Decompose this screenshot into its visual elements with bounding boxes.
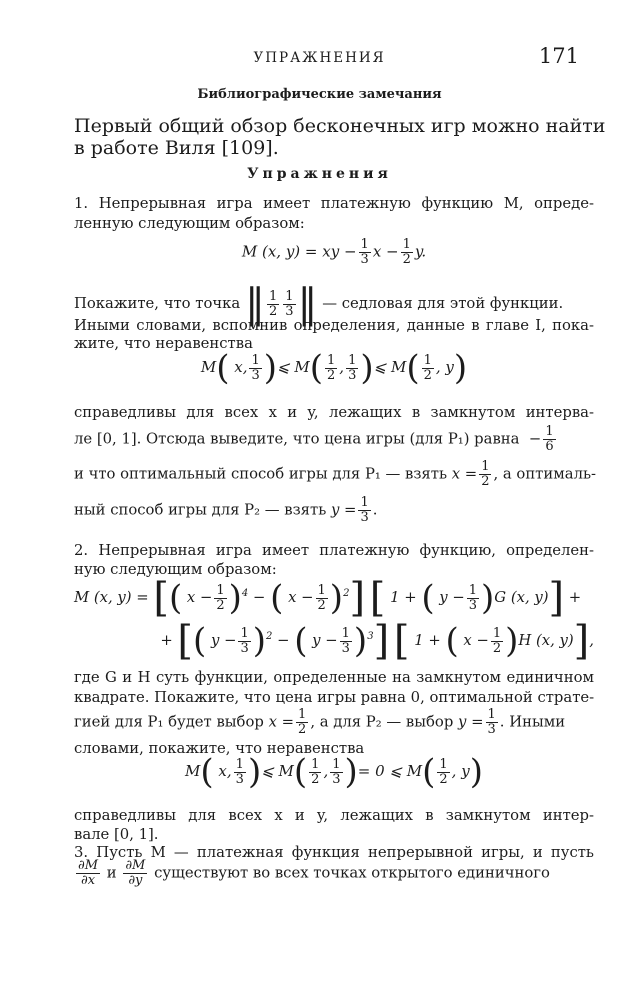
running-header xyxy=(0,44,639,70)
ex2-line-3: где G и H суть функции, определенные на замкнутом единичном xyxy=(74,669,594,686)
ex1-line-7: ле [0, 1]. Отсюда выведите, что цена игры (для P₁) равна − $\frac{1}{6}$ xyxy=(74,424,554,454)
ex2-inequality: M( x, $\frac{1}{3}$ )⩽ M( $\frac{1}{2}$ , $\frac{1}{3}$ )= 0 ⩽ M( $\frac{1}{2}$ , y) xyxy=(185,752,483,792)
saddle-point-matrix: ‖ $\frac{1}{2}$ $\frac{1}{3}$ ‖ xyxy=(244,281,318,327)
page-number: 171 xyxy=(538,44,579,68)
ex1-line-8b: , а оптималь- xyxy=(493,465,597,483)
ex3-line-2-text: существуют во всех точках открытого единичного xyxy=(154,864,550,882)
ex1-line-2: ленную следующим образом: xyxy=(74,215,305,232)
header-title: УПРАЖНЕНИЯ xyxy=(253,50,386,66)
ex1-line-8: и что оптимальный способ игры для P₁ — взять x = $\frac{1}{2}$ , а оптималь- xyxy=(74,459,597,489)
ex1-line-9-text: ный способ игры для P₂ — взять xyxy=(74,501,327,519)
ex1-line-3a: Покажите, что точка xyxy=(74,295,241,312)
ex2-line-5b: , а для P₂ — выбор xyxy=(310,713,454,731)
ex2-line-2: ную следующим образом: xyxy=(74,561,277,578)
ex2-line-4: квадрате. Покажите, что цена игры равна 0, оптимальной страте- xyxy=(74,689,595,706)
ex2-line-5a: гией для P₁ будет выбор xyxy=(74,713,264,731)
ex1-line-9: ный способ игры для P₂ — взять y = $\frac{1}{3}$ . xyxy=(74,495,378,525)
bibliography-heading: Библиографические замечания xyxy=(197,87,442,102)
ex2-line-8: вале [0, 1]. xyxy=(74,826,159,843)
ex1-line-1: 1. Непрерывная игра имеет платежную функцию M, опреде- xyxy=(74,195,594,212)
ex2-equation-line-1: M (x, y) = [( x − $\frac{1}{2}$ )$^4$ − ( x − $\frac{1}{2}$ )$^2$] [ 1 + ( y − $\frac{1}{3}$ )G (x, y)] + xyxy=(74,575,582,621)
ex1-line-8a: и что оптимальный способ игры для P₁ — взять xyxy=(74,465,448,483)
ex3-line-1: 3. Пусть M — платежная функция непрерывной игры, и пусть xyxy=(74,844,594,861)
ex2-equation-line-2: + [( y − $\frac{1}{3}$ )$^2$ − ( y − $\frac{1}{3}$ )$^3$] [ 1 + ( x − $\frac{1}{2}$ )H (x, y)], xyxy=(160,618,594,664)
ex1-line-7-text: ле [0, 1]. Отсюда выведите, что цена игры (для P₁) равна xyxy=(74,430,520,448)
ex1-inequality: M( x, $\frac{1}{3}$ )⩽ M( $\frac{1}{2}$ , $\frac{1}{3}$ )⩽ M( $\frac{1}{2}$ , y) xyxy=(200,348,468,388)
ex2-line-1: 2. Непрерывная игра имеет платежную функцию, определен- xyxy=(74,542,594,559)
section-title: Упражнения xyxy=(247,166,392,182)
ex1-line-4: Иными словами, вспомнив определения, данные в главе I, пока- xyxy=(74,317,594,334)
ex3-line-2: $\frac{\partial M}{\partial x}$ и $\frac{\partial M}{\partial y}$ существуют во всех точках открытого единичного xyxy=(78,858,550,888)
ex1-line-5: жите, что неравенства xyxy=(74,335,253,352)
ex2-line-5c: . Иными xyxy=(499,713,566,731)
ex1-equation-payoff: M (x, y) = xy − $\frac{1}{3}$ x − $\frac{1}{2}$ y. xyxy=(241,237,427,267)
ex2-line-6: словами, покажите, что неравенства xyxy=(74,740,365,757)
bib-line-2: в работе Виля [109]. xyxy=(74,137,279,159)
ex2-line-5: гией для P₁ будет выбор x = $\frac{1}{2}$ , а для P₂ — выбор y = $\frac{1}{3}$ . Иными xyxy=(74,707,566,737)
ex1-line-3b: — седловая для этой функции. xyxy=(322,295,564,312)
bib-line-1: Первый общий обзор бесконечных игр можно найти xyxy=(74,115,606,137)
ex1-line-6: справедливы для всех x и y, лежащих в замкнутом интерва- xyxy=(74,404,594,421)
ex2-line-7: справедливы для всех x и y, лежащих в замкнутом интер- xyxy=(74,807,594,824)
